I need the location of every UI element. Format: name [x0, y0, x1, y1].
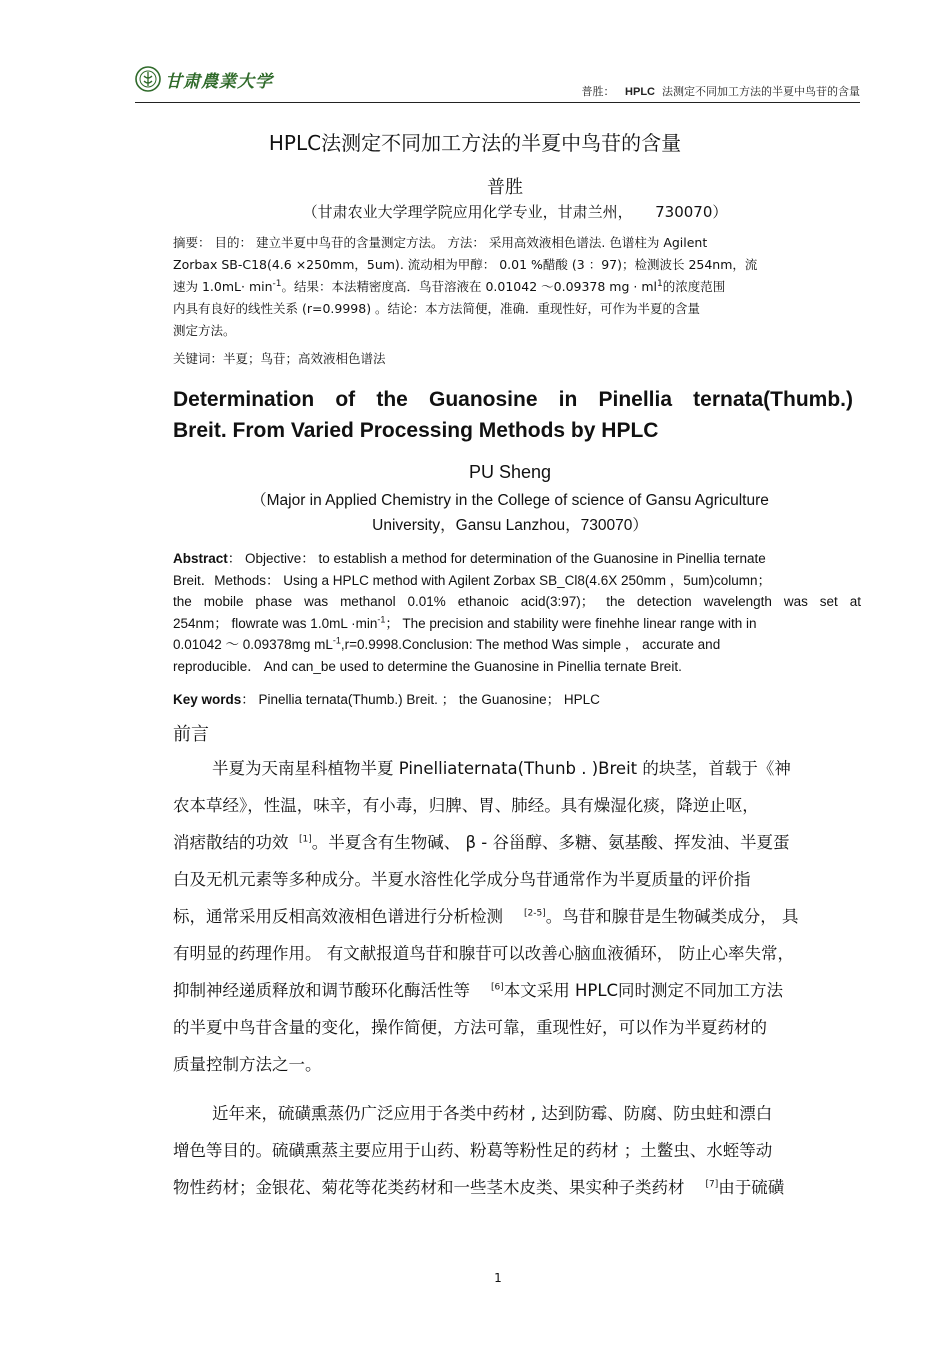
paragraph-line: 半夏为天南星科植物半夏 Pinelliaternata(Thunb . )Breit 的块茎，首载于《神: [212, 759, 791, 778]
english-author: PU Sheng: [468, 462, 552, 482]
paragraph-line: 消痞散结的功效 [1]。半夏含有生物碱、 β - 谷甾醇、多糖、氨基酸、挥发油、半夏蛋: [173, 833, 790, 852]
citation: [6]: [490, 982, 504, 993]
paragraph-line: 质量控制方法之一。: [173, 1055, 322, 1074]
english-affiliation: （Major in Applied Chemistry in the College of science of Gansu Agriculture University，Gansu Lanzhou，730070）: [251, 492, 769, 534]
paragraph-line: 标，通常采用反相高效液相色谱进行分析检测 [2-5]。鸟苷和腺苷是生物碱类成分， 具: [173, 907, 799, 926]
abstract-label: Abstract: [173, 551, 228, 566]
chinese-abstract-line: Zorbax SB-C18(4.6 ×250mm，5um). 流动相为甲醇： 0.01 %醋酸 (3 ：97)；检测波长 254nm，流: [173, 257, 758, 272]
chinese-abstract-line: 测定方法。: [173, 323, 236, 338]
english-abstract-line: reproducible． And can_be used to determine the Guanosine in Pinellia ternate Breit.: [173, 658, 682, 674]
paragraph-line: 抑制神经递质释放和调节酸环化酶活性等 [6]本文采用 HPLC同时测定不同加工方法: [173, 981, 784, 1000]
paragraph-line: 增色等目的。硫磺熏蒸主要应用于山药、粉葛等粉性足的药材 ；土鳖虫、水蛭等动: [173, 1141, 773, 1160]
keywords-label: Key words: [173, 692, 242, 707]
running-head-author: 普胜：: [581, 85, 615, 98]
paragraph-line: 的半夏中鸟苷含量的变化，操作简便，方法可靠，重现性好，可以作为半夏药材的: [173, 1018, 767, 1037]
page-number: 1: [494, 1271, 502, 1285]
university-logo: [135, 66, 273, 92]
english-abstract-line: the mobile phase was methanol 0.01% ethanoic acid(3:97)； the detection wavelength was set at: [173, 594, 861, 610]
paragraph-line: 近年来，硫磺熏蒸仍广泛应用于各类中药材 , 达到防霉、防腐、防虫蛀和漂白: [212, 1104, 773, 1123]
chinese-author: 普胜: [487, 177, 523, 198]
paragraph-line: 有明显的药理作用。 有文献报道鸟苷和腺苷可以改善心脑血液循环， 防止心率失常，: [173, 944, 794, 963]
chinese-keywords: 关键词：半夏；鸟苷；高效液相色谱法: [173, 351, 386, 366]
english-abstract-line: Breit．Methods： Using a HPLC method with Agilent Zorbax SB_Cl8(4.6X 250mm ，5um)column；: [173, 572, 771, 588]
chinese-abstract-line: 速为 $1.0mL\cdot \min^{-1}$。结果：本法精密度高．鸟苷溶液在 0.01042 ～0.09378 mg · $ml^1$的浓度范围: [173, 278, 726, 294]
chinese-title: HPLC法测定不同加工方法的半夏中鸟苷的含量: [268, 131, 682, 155]
paragraph-1: [173, 750, 863, 1083]
running-head: [582, 83, 860, 99]
section-heading-introduction: 前言: [173, 724, 209, 745]
chinese-affiliation: （甘肃农业大学理学院应用化学专业，甘肃兰州， 730070）: [302, 203, 728, 221]
university-logo-text: 甘肃農業大学: [165, 71, 273, 92]
university-emblem-icon: [135, 66, 161, 92]
paragraph-line: 农本草经》，性温，味辛，有小毒，归脾、胃、肺经。具有燥湿化痰，降逆止呕，: [173, 796, 759, 815]
english-title: [173, 384, 853, 446]
english-abstract-line: 0.01042 ～ 0.09378mg $mL^{-1},r=0.9998.Conclusion$: The method Was simple ， accurate and: [173, 635, 721, 653]
citation: [2-5]: [523, 908, 546, 919]
running-head-title: 法测定不同加工方法的半夏中鸟苷的含量: [662, 85, 860, 98]
paragraph-line: 物性药材；金银花、菊花等花类药材和一些茎木皮类、果实种子类药材 [7]由于硫磺: [173, 1178, 785, 1197]
citation: [1]: [299, 834, 312, 845]
page-header: [135, 62, 860, 103]
english-title-line: Breit. From Varied Processing Methods by HPLC: [173, 419, 659, 442]
paragraph-line: 白及无机元素等多种成分。半夏水溶性化学成分鸟苷通常作为半夏质量的评价指: [173, 870, 751, 889]
citation: [7]: [705, 1179, 719, 1190]
english-abstract-line: 254nm； flowrate was $1.0mL \cdot\min^{-1}$； The precision and stability were finehhe linear range with in: [173, 614, 757, 631]
english-keywords: Key words： Pinellia ternata(Thumb.) Breit. ； the Guanosine； HPLC: [173, 692, 600, 707]
chinese-abstract-line: 摘要： 目的： 建立半夏中鸟苷的含量测定方法。 方法： 采用高效液相色谱法. 色谱柱为 Agilent: [173, 235, 708, 250]
english-title-line: Determination of the Guanosine in Pinellia ternata(Thumb.): [173, 388, 853, 411]
english-abstract: [173, 548, 861, 678]
chinese-abstract-line: 内具有良好的线性关系 (r=0.9998) 。结论：本方法简便，准确．重现性好，可作为半夏的含量: [173, 301, 701, 316]
english-abstract-line: Abstract： Objective： to establish a method for determination of the Guanosine in Pinellia ternate: [173, 551, 766, 566]
paragraph-2: [173, 1095, 863, 1206]
running-head-hplc: HPLC: [625, 86, 655, 98]
chinese-abstract: [173, 232, 861, 342]
